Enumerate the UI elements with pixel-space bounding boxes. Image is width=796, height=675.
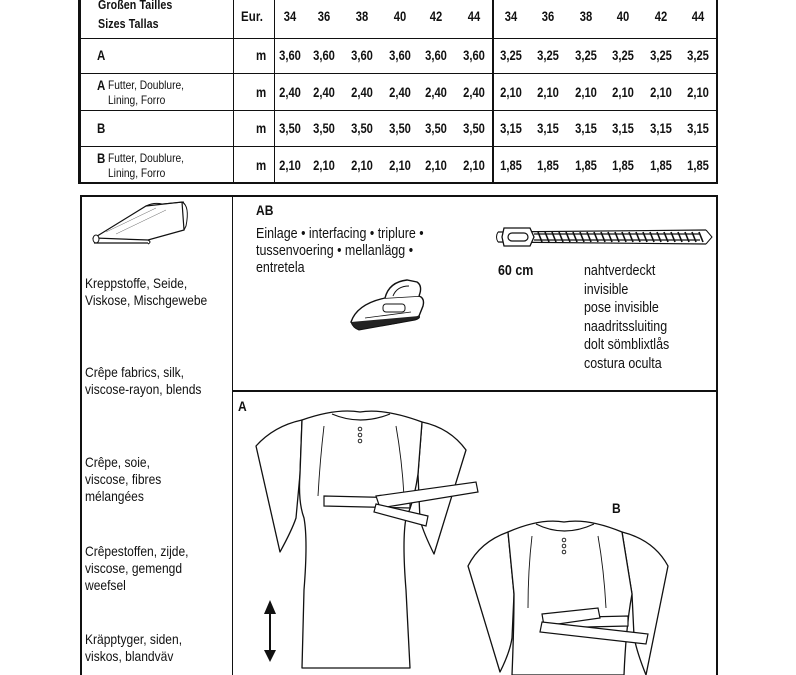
table-cell: 3,25 [612,47,634,63]
table-cell: 2,40 [389,84,411,100]
table-cell: 1,85 [687,157,709,173]
panel-divider [232,195,233,675]
table-cell: 2,10 [687,84,709,100]
table-rule [233,0,234,184]
table-cell: 2,10 [537,84,559,100]
fabric-text-sv: Kräpptyger, siden, viskos, blandväv [85,631,183,664]
table-rule [80,38,717,39]
size-header-line1: Großen Tailles [98,0,173,12]
table-cell: 2,10 [425,157,447,173]
table-cell: 3,15 [687,120,709,136]
table-cell: 3,15 [650,120,672,136]
view-a-label: A [238,398,247,414]
fabric-bolt-icon [86,196,196,254]
row-sublabel: Futter, Doublure, [108,78,184,92]
table-cell: 2,10 [612,84,634,100]
row-sublabel: Futter, Doublure, [108,151,184,165]
view-b-top-drawing [462,510,682,675]
row-unit: m [256,47,267,63]
table-cell: 3,60 [389,47,411,63]
table-cell: 2,10 [351,157,373,173]
table-cell: 2,40 [425,84,447,100]
table-cell: 2,10 [650,84,672,100]
table-cell: 3,60 [463,47,485,63]
size-header-cell: 38 [355,8,369,24]
size-header-line2: Sizes Tallas [98,16,159,31]
table-cell: 3,50 [425,120,447,136]
table-cell: 1,85 [537,157,559,173]
interfacing-line1: Einlage • interfacing • triplure • [256,226,424,242]
table-rule [492,0,494,184]
table-cell: 2,10 [279,157,301,173]
size-header-cell: 42 [429,8,443,24]
row-unit: m [256,120,267,136]
table-bottom-rule [80,182,717,184]
table-cell: 2,40 [313,84,335,100]
table-cell: 1,85 [575,157,597,173]
grainline-arrow-icon [260,598,280,664]
row-sublabel: Lining, Forro [108,166,166,180]
size-header-cell: 44 [691,8,705,24]
table-cell: 3,15 [612,120,634,136]
notions-label: AB [256,202,274,218]
size-header-cell: 34 [283,8,297,24]
iron-icon [345,276,430,334]
zipper-icon [494,220,714,252]
table-cell: 3,25 [537,47,559,63]
row-label: A [97,77,106,93]
size-header-cell: 36 [317,8,331,24]
size-header-cell: 36 [541,8,555,24]
table-cell: 3,60 [425,47,447,63]
table-cell: 1,85 [612,157,634,173]
panel-mid-rule [232,390,717,392]
table-rule [80,146,717,147]
table-cell: 2,40 [279,84,301,100]
row-sublabel: Lining, Forro [108,93,166,107]
table-cell: 3,60 [351,47,373,63]
size-header-cell: 34 [504,8,518,24]
zipper-text-line: invisible [584,281,629,298]
zipper-text-line: dolt sömblixtlås [584,337,670,353]
table-cell: 3,60 [313,47,335,63]
zipper-length: 60 cm [498,263,534,279]
fabric-text-fr: Crêpe, soie, viscose, fibres mélangées [85,454,162,504]
table-cell: 3,50 [389,120,411,136]
size-header-cell: 44 [467,8,481,24]
fabric-text-nl: Crêpestoffen, zijde, viscose, gemengd weefsel [85,543,189,593]
zipper-text-line: pose invisible [584,300,659,316]
zipper-text-line: costura oculta [584,355,662,372]
size-header-cell: 38 [579,8,593,24]
table-cell: 2,40 [463,84,485,100]
table-cell: 2,10 [313,157,335,173]
table-right-rule [716,0,718,184]
row-label: B [97,150,106,166]
table-cell: 3,50 [351,120,373,136]
fabric-text-de: Kreppstoffe, Seide, Viskose, Mischgewebe [85,275,208,308]
table-cell: 3,15 [537,120,559,136]
interfacing-line2: tussenvoering • mellanlägg • [256,243,414,259]
table-cell: 2,10 [575,84,597,100]
unit-header: Eur. [241,8,264,24]
table-left-rule [78,0,81,184]
row-label: B [97,120,106,136]
table-cell: 3,25 [500,47,522,63]
panel-right-rule [716,195,718,675]
view-b-label: B [612,500,621,516]
size-header-cell: 42 [654,8,668,24]
table-cell: 1,85 [500,157,522,173]
table-cell: 2,10 [389,157,411,173]
table-cell: 2,10 [463,157,485,173]
row-unit: m [256,84,267,100]
table-cell: 3,50 [313,120,335,136]
zipper-text-line: naadritssluiting [584,318,668,335]
table-rule [80,110,717,111]
table-cell: 2,10 [500,84,522,100]
row-unit: m [256,157,267,173]
table-cell: 3,15 [575,120,597,136]
table-rule [80,73,717,74]
table-cell: 3,25 [650,47,672,63]
interfacing-line3: entretela [256,260,305,276]
row-label: A [97,47,106,63]
table-cell: 3,25 [687,47,709,63]
size-header-cell: 40 [393,8,407,24]
table-cell: 3,50 [463,120,485,136]
table-cell: 3,15 [500,120,522,136]
table-cell: 3,25 [575,47,597,63]
table-cell: 2,40 [351,84,373,100]
table-cell: 1,85 [650,157,672,173]
size-header-cell: 40 [616,8,630,24]
fabric-text-en: Crêpe fabrics, silk, viscose-rayon, blends [85,364,202,397]
table-cell: 3,50 [279,120,301,136]
table-cell: 3,60 [279,47,301,63]
view-a-dress-drawing [244,400,484,675]
panel-left-rule [80,195,82,675]
zipper-text-line: nahtverdeckt [584,263,656,279]
